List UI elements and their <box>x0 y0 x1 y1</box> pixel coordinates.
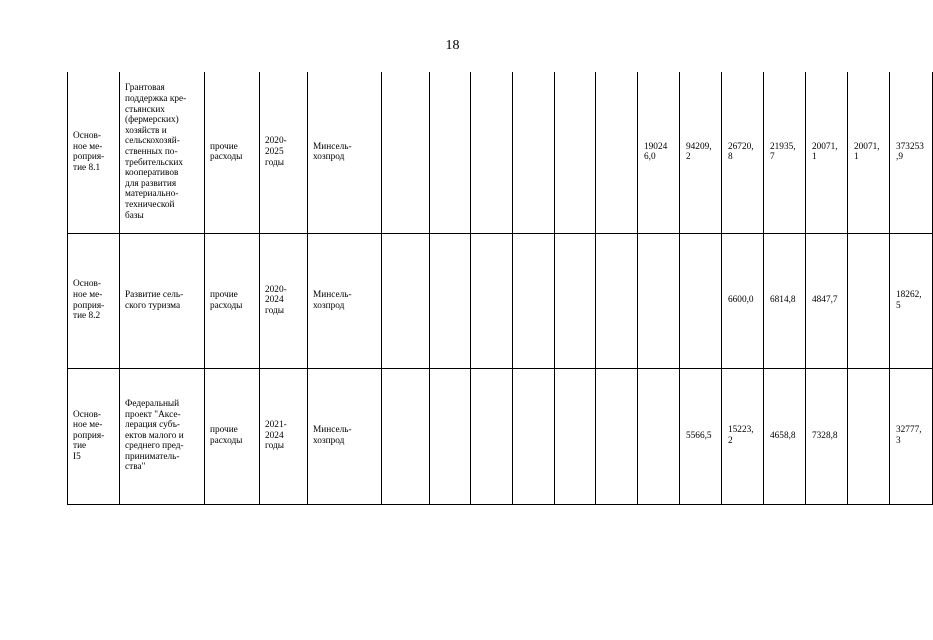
value-cell-10: 21935, 7 <box>764 72 806 233</box>
value-cell-7 <box>638 233 680 368</box>
value-cell-13: 373253 ,9 <box>890 72 933 233</box>
measure-name-cell: Развитие сель- ского туризма <box>120 233 205 368</box>
value-cell-7 <box>638 368 680 504</box>
expense-type-cell: прочие расходы <box>205 368 260 504</box>
measure-name-cell: Федеральный проект "Аксе- лерация субъ- ектов малого и среднего пред- приниматель- ства" <box>120 368 205 504</box>
value-cell-8: 5566,5 <box>680 368 722 504</box>
expense-type-cell: прочие расходы <box>205 72 260 233</box>
value-cell-2 <box>430 72 471 233</box>
executor-cell: Минсель- хозпрод <box>308 233 382 368</box>
value-cell-6 <box>596 72 638 233</box>
value-cell-10: 6814,8 <box>764 233 806 368</box>
value-cell-11: 4847,7 <box>806 233 848 368</box>
measure-i5-row <box>68 368 933 504</box>
measure-8-2-row <box>68 233 933 368</box>
value-cell-6 <box>596 233 638 368</box>
value-cell-13: 18262, 5 <box>890 233 933 368</box>
value-cell-11: 20071, 1 <box>806 72 848 233</box>
years-cell: 2020- 2024 годы <box>260 233 308 368</box>
value-cell-3 <box>471 233 513 368</box>
value-cell-2 <box>430 233 471 368</box>
value-cell-3 <box>471 368 513 504</box>
value-cell-5 <box>555 368 596 504</box>
value-cell-8: 94209, 2 <box>680 72 722 233</box>
value-cell-12 <box>848 368 890 504</box>
value-cell-9: 26720, 8 <box>722 72 764 233</box>
value-cell-9: 6600,0 <box>722 233 764 368</box>
value-cell-4 <box>513 72 555 233</box>
value-cell-1 <box>382 368 430 504</box>
years-cell: 2021- 2024 годы <box>260 368 308 504</box>
measure-code-cell: Основ- ное ме- роприя- тие 8.2 <box>68 233 120 368</box>
value-cell-5 <box>555 233 596 368</box>
value-cell-3 <box>471 72 513 233</box>
value-cell-2 <box>430 368 471 504</box>
value-cell-8 <box>680 233 722 368</box>
value-cell-7: 19024 6,0 <box>638 72 680 233</box>
value-cell-10: 4658,8 <box>764 368 806 504</box>
value-cell-12 <box>848 233 890 368</box>
expense-type-cell: прочие расходы <box>205 233 260 368</box>
value-cell-9: 15223, 2 <box>722 368 764 504</box>
value-cell-4 <box>513 233 555 368</box>
executor-cell: Минсель- хозпрод <box>308 368 382 504</box>
years-cell: 2020- 2025 годы <box>260 72 308 233</box>
executor-cell: Минсель- хозпрод <box>308 72 382 233</box>
value-cell-4 <box>513 368 555 504</box>
value-cell-6 <box>596 368 638 504</box>
value-cell-11: 7328,8 <box>806 368 848 504</box>
measure-8-1-row <box>68 72 933 233</box>
value-cell-5 <box>555 72 596 233</box>
program-table <box>67 72 933 505</box>
value-cell-1 <box>382 72 430 233</box>
measure-name-cell: Грантовая поддержка кре- стьянских (фермерских) хозяйств и сельскохозяй- ственных по- требительских кооперативов для развития материально- технической базы <box>120 72 205 233</box>
value-cell-12: 20071, 1 <box>848 72 890 233</box>
value-cell-13: 32777, 3 <box>890 368 933 504</box>
measure-code-cell: Основ- ное ме- роприя- тие I5 <box>68 368 120 504</box>
measure-code-cell: Основ- ное ме- роприя- тие 8.1 <box>68 72 120 233</box>
value-cell-1 <box>382 233 430 368</box>
page-number: 18 <box>445 38 460 53</box>
